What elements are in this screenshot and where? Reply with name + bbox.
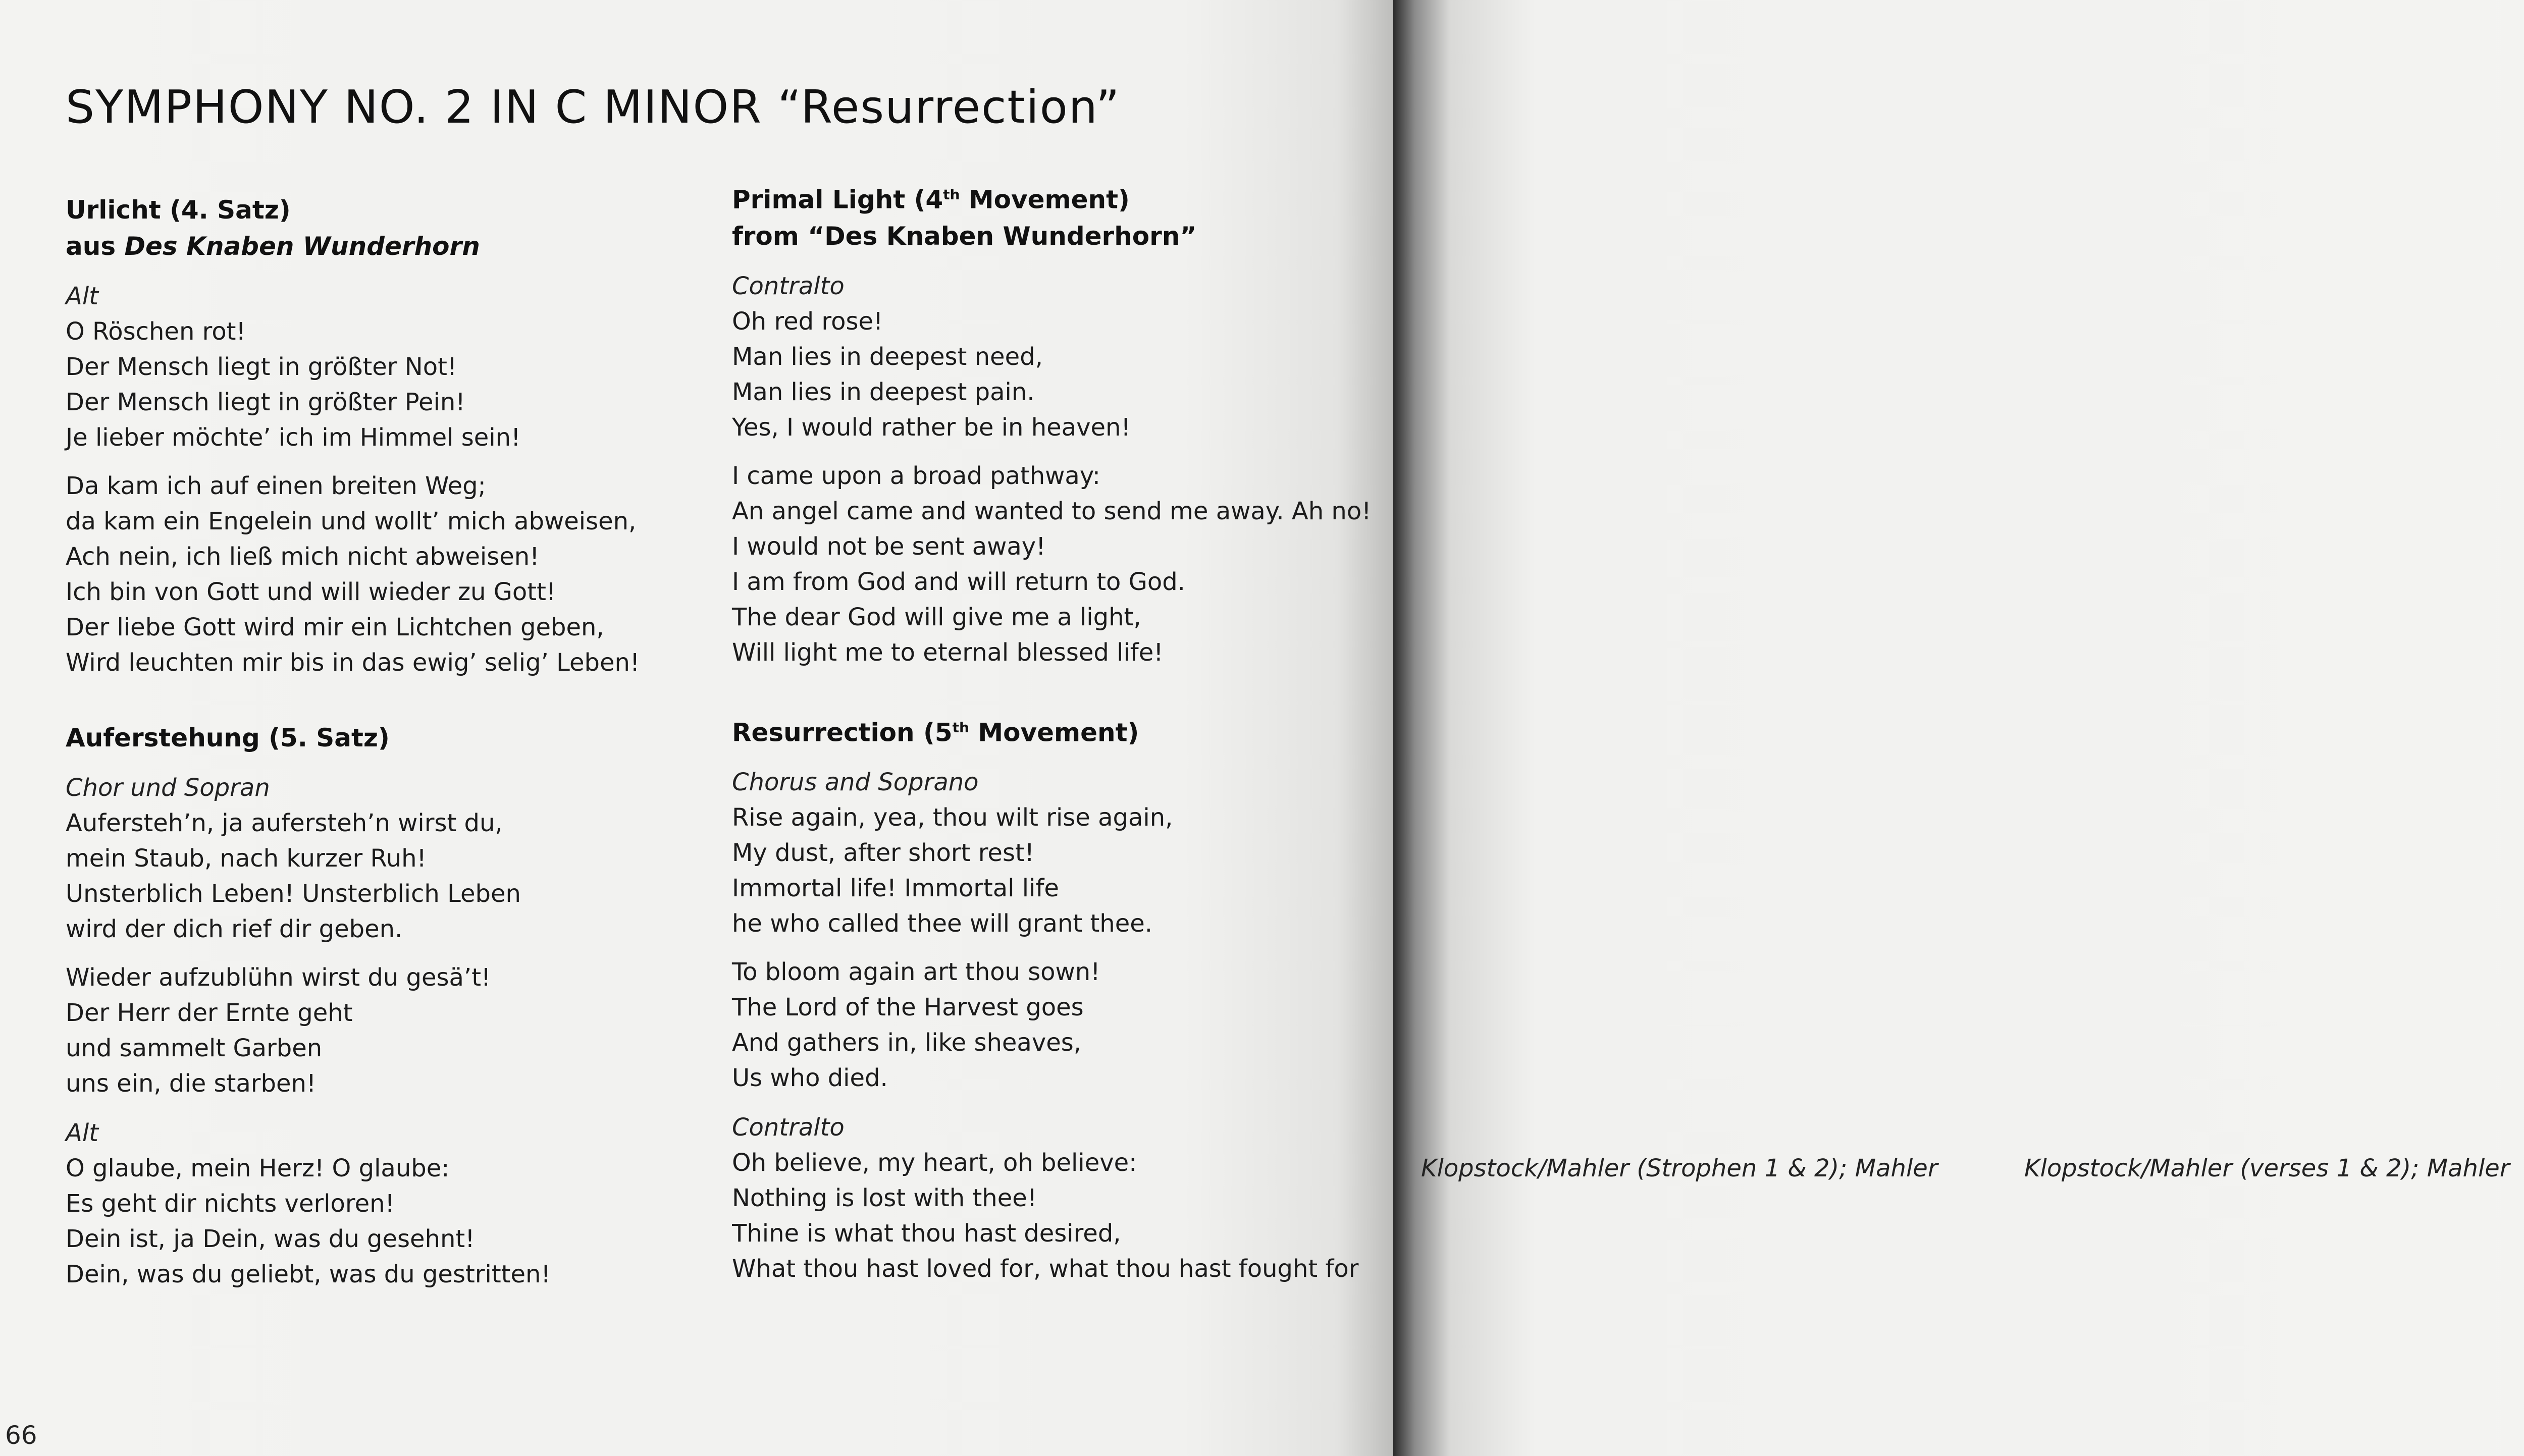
heading-main: Resurrection (5: [732, 718, 953, 747]
heading-rest: Movement): [969, 718, 1139, 747]
stanza: [66, 1151, 762, 1292]
subheading-prefix: aus: [66, 232, 125, 261]
lyric-line: Oh believe, my heart, oh believe:: [732, 1149, 1137, 1177]
lyric-line: Wieder aufzublühn wirst du gesä’t!: [66, 963, 491, 992]
lyric-line: Wird leuchten mir bis in das ewig’ selig’ Leben!: [66, 649, 640, 677]
english-column: [732, 177, 1383, 1286]
heading-main: Primal Light (4: [732, 185, 943, 214]
lyric-line: Es geht dir nichts verloren!: [66, 1190, 395, 1218]
lyric-line: An angel came and wanted to send me away. Ah no!: [732, 497, 1372, 525]
german-column: [66, 192, 762, 1292]
section-resurrection: [732, 710, 1383, 1287]
stanza: [66, 805, 762, 947]
section-subheading: [66, 228, 762, 264]
credit-english: Klopstock/Mahler (verses 1 & 2); Mahler: [2024, 1154, 2510, 1182]
voice-label: Contralto: [732, 1113, 845, 1142]
lyric-line: Der liebe Gott wird mir ein Lichtchen geben,: [66, 613, 604, 641]
lyric-line: Ach nein, ich ließ mich nicht abweisen!: [66, 543, 540, 571]
stanza: [732, 304, 1383, 445]
lyric-line: Man lies in deepest need,: [732, 342, 1043, 371]
stanza: [732, 458, 1383, 670]
lyric-line: O glaube, mein Herz! O glaube:: [66, 1154, 450, 1182]
lyric-line: The dear God will give me a light,: [732, 603, 1141, 631]
lyric-line: What thou hast loved for, what thou hast fought for: [732, 1255, 1359, 1283]
voice-label: Alt: [66, 282, 98, 310]
section-heading: Urlicht (4. Satz): [66, 195, 291, 225]
voice-label: Contralto: [732, 272, 845, 300]
stanza: [66, 314, 762, 455]
lyric-line: Dein ist, ja Dein, was du gesehnt!: [66, 1225, 475, 1253]
section-heading: Auferstehung (5. Satz): [66, 723, 390, 752]
page-title: SYMPHONY NO. 2 IN C MINOR “Resurrection”: [66, 81, 1121, 134]
lyric-line: And gathers in, like sheaves,: [732, 1029, 1082, 1057]
stanza: [732, 954, 1383, 1096]
lyric-line: O Röschen rot!: [66, 317, 246, 346]
lyric-line: I would not be sent away!: [732, 532, 1046, 561]
lyric-line: Man lies in deepest pain.: [732, 378, 1035, 406]
lyric-line: Oh red rose!: [732, 307, 883, 336]
section-primal-light: [732, 177, 1383, 670]
section-heading: [732, 177, 1383, 218]
stanza: [732, 1145, 1383, 1286]
page-number-left: 66: [5, 1421, 37, 1450]
subheading-title: Des Knaben Wunderhorn: [124, 232, 480, 261]
heading-sup: th: [943, 186, 960, 203]
lyric-line: Dein, was du geliebt, was du gestritten!: [66, 1260, 551, 1288]
lyric-line: Will light me to eternal blessed life!: [732, 638, 1164, 667]
lyric-line: Da kam ich auf einen breiten Weg;: [66, 472, 486, 500]
lyric-line: Unsterblich Leben! Unsterblich Leben: [66, 880, 521, 908]
lyric-line: wird der dich rief dir geben.: [66, 915, 403, 943]
credit-german: Klopstock/Mahler (Strophen 1 & 2); Mahler: [1421, 1154, 1938, 1182]
heading-rest: Movement): [960, 185, 1130, 214]
lyric-line: Yes, I would rather be in heaven!: [732, 413, 1131, 442]
lyric-line: Us who died.: [732, 1064, 888, 1093]
lyric-line: Der Mensch liegt in größter Pein!: [66, 388, 465, 416]
stanza: [66, 960, 762, 1101]
lyric-line: I came upon a broad pathway:: [732, 461, 1100, 490]
lyric-line: Je lieber möchte’ ich im Himmel sein!: [66, 423, 521, 452]
voice-label: Chor und Sopran: [66, 774, 270, 802]
lyric-line: uns ein, die starben!: [66, 1069, 317, 1098]
stanza: [66, 468, 762, 680]
lyric-line: Aufersteh’n, ja aufersteh’n wirst du,: [66, 809, 503, 837]
right-page: [1393, 0, 2524, 1456]
voice-label: Chorus and Soprano: [732, 768, 979, 797]
lyric-line: Nothing is lost with thee!: [732, 1184, 1037, 1213]
section-heading: [732, 710, 1383, 751]
lyric-line: mein Staub, nach kurzer Ruh!: [66, 844, 427, 873]
lyric-line: Ich bin von Gott und will wieder zu Gott!: [66, 578, 556, 606]
voice-label: Alt: [66, 1119, 98, 1147]
lyric-line: My dust, after short rest!: [732, 839, 1035, 868]
lyric-line: da kam ein Engelein und wollt’ mich abweisen,: [66, 507, 637, 535]
section-auferstehung: [66, 720, 762, 1292]
lyric-line: und sammelt Garben: [66, 1034, 323, 1062]
section-subheading: from “Des Knaben Wunderhorn”: [732, 221, 1197, 251]
heading-sup: th: [952, 719, 969, 736]
stanza: [732, 800, 1383, 941]
lyric-line: Der Mensch liegt in größter Not!: [66, 353, 457, 381]
lyric-line: Rise again, yea, thou wilt rise again,: [732, 803, 1173, 832]
lyric-line: Der Herr der Ernte geht: [66, 999, 353, 1027]
lyric-line: he who called thee will grant thee.: [732, 909, 1153, 938]
lyric-line: Immortal life! Immortal life: [732, 874, 1059, 903]
lyric-line: Thine is what thou hast desired,: [732, 1219, 1121, 1248]
lyric-line: To bloom again art thou sown!: [732, 958, 1100, 987]
section-urlicht: [66, 192, 762, 680]
lyric-line: I am from God and will return to God.: [732, 567, 1185, 596]
lyric-line: The Lord of the Harvest goes: [732, 993, 1084, 1022]
